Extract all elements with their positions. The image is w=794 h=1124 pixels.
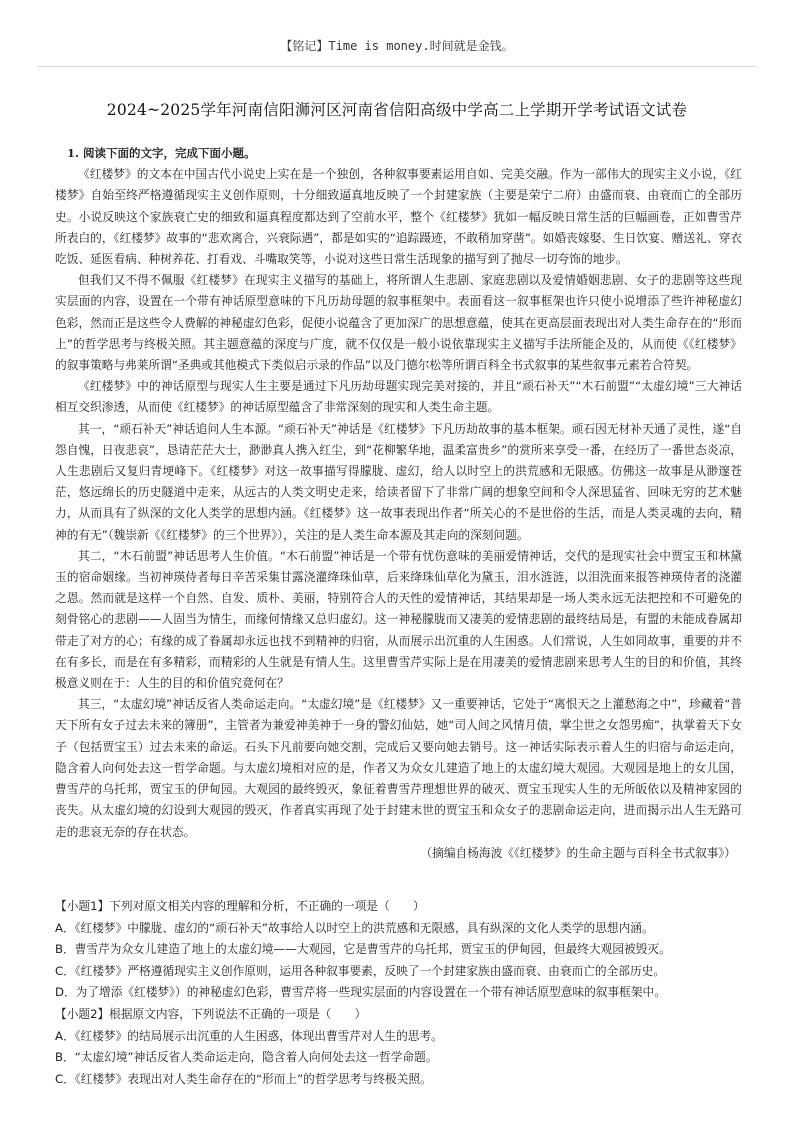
header-motto: 【铭记】Time is money.时间就是金钱。 [280,39,514,53]
question-stem: 【小题1】下列对原文相关内容的理解和分析，不正确的一项是（ ） [55,899,425,913]
passage-paragraph: 但我们又不得不佩服《红楼梦》在现实主义描写的基础上，将所谓人生悲剧、家庭悲剧以及爱情婚姻悲剧、女子的悲剧等这些现实层面的内容，设置在一个带有神话原型意味的下凡历劫母题的叙事框架中。表面看这一叙事框架也许只使小说增添了些许神秘虚幻色彩，然而正是这些令人费解的神秘虚幻色彩，促使小说蕴含了更加深广的思想意蕴，使其在更高层面表现出对人类生命存在的“形而上”的哲学思考与终极关照。其主题意蕴的深度与广度，就不仅仅是一般小说依靠现实主义描写手法所能企及的，从而使《《红楼梦》的叙事策略与弗莱所谓“圣典或其他模式下类似启示录的作品”以及门德尔松等所谓百科全书式叙事的某些叙事元素若合符契。 [55,273,742,373]
header-divider [38,66,756,67]
question-stem: 【小题2】根据原文内容，下列说法不正确的一项是（ ） [55,1006,367,1021]
passage-paragraph: 其二，“木石前盟”神话思考人生价值。“木石前盟”神话是一个带有忧伤意味的美丽爱情神话，交代的是现实社会中贾宝玉和林黛玉的宿命姻缘。当初神瑛侍者每日辛苦采集甘露浇灌绛珠仙草，后来绛珠仙草化为黛玉，泪水涟涟，以泪洗面来报答神瑛侍者的浇灌之恩。然而就是这样一个自然、自发、质朴、美丽，特别符合人的天性的爱情神话，其结果却是一场人类永远无法把控和不可避免的刻骨铭心的悲剧——人固当为情生，而缘何情缘又总归虚幻。这一神秘朦胧而又凄美的爱情悲剧的最终结局是，有盟的未能成眷属却带走了对方的心；有缘的成了眷属却永远也找不到精神的归宿，从而展示出沉重的人生困惑。人们常说，人生如同故事，重要的并不在有多长，而是在有多精彩，而精彩的人生就是有情人生。这里曹雪芹实际上是在用凄美的爱情悲剧来思考人生的目的和价值，其终极意义则在于：人生的目的和价值究竟何在？ [55,548,742,691]
option-b: B．曹雪芹为众女儿建造了地上的太虚幻境——大观园，它是曹雪芹的乌托邦，贾宝玉的伊甸园，但最终大观园被毁灭。 [55,942,671,957]
option-d: D．为了增添《红楼梦》）的神秘虚幻色彩，曹雪芹将一些现实层面的内容设置在一个带有神话原型意味的叙事框架中。 [55,985,666,1000]
page-title: 2024~2025学年河南信阳浉河区河南省信阳高级中学高二上学期开学考试语文试卷 [106,101,688,119]
reading-passage [55,143,742,864]
section-heading: 1. 阅读下面的文字，完成下面小题。 [67,146,256,160]
option-c: C．《红楼梦》严格遵循现实主义创作原则，运用各种叙事要素，反映了一个封建家族由盛而衰、由衰而亡的全部历史。 [55,963,666,978]
question-list [55,896,755,1090]
passage-paragraph: 《红楼梦》的文本在中国古代小说史上实在是一个独创，各种叙事要素运用自如、完美交融。作为一部伟大的现实主义小说，《红楼梦》自始至终严格遵循现实主义创作原则，十分细致逼真地反映了一个封建家族（主要是荣宁二府）由盛而衰、由衰而亡的全部历史。小说反映这个家族衰亡史的细致和逼真程度都达到了空前水平，整个《红楼梦》犹如一幅反映日常生活的巨幅画卷，正如曹雪芹所表白的，《红楼梦》故事的“悲欢离合，兴衰际遇”，都是如实的“追踪蹑迹，不敢稍加穿凿”。如婚丧嫁娶、生日饮宴、赠送礼、穿衣吃饭、延医看病、种树养花、打看戏、斗嘴取笑等，小说对这些日常生活现象的描写到了抛尽一切夸饰的地步。 [55,167,742,267]
passage-paragraph: 其三，“太虚幻境”神话反省人类命运走向。“太虚幻境”是《红楼梦》又一重要神话，它处于“离恨天之上灌愁海之中”，珍藏着“普天下所有女子过去未来的簿册”，主管者为兼爱神美神于一身的警幻仙姑，她“司人间之风情月债，掌尘世之女怨男痴”，执掌着天下女子（包括贾宝玉）过去未来的命运。石头下凡前要向她交割，完成后又要向她去销号。这一神话实际表示着人生的归宿与命运走向，隐含着人向何处去这一哲学命题。与太虚幻境相对应的是，作者又为众女儿建造了地上的太虚幻境大观园。大观园是地上的女儿国，曹雪芹的乌托邦，贾宝玉的伊甸园。大观园的最终毁灭，象征着曹雪芹理想世界的破灭、贾宝玉现实人生的无所皈依以及精神家园的丧失。从太虚幻境的幻设到大观园的毁灭，作者真实再现了处于封建末世的贾宝玉和众女子的悲剧命运走向，进而揭示出人生无路可走的悲哀无奈的存在状态。 [55,697,742,839]
passage-source: （摘编自杨海波《《红楼梦》的生命主题与百科全书式叙事》） [420,845,736,860]
option-a: A．《红楼梦》中朦胧、虚幻的“顽石补天”故事给人以时空上的洪荒感和无限感，具有纵深的文化人类学的思想内涵。 [55,920,654,935]
option-a: A．《红楼梦》的结局展示出沉重的人生困惑，体现出曹雪芹对人生的思考。 [55,1028,443,1043]
passage-paragraph: 其一，“顽石补天”神话追问人生本源。“顽石补天”神话是《红楼梦》下凡历劫故事的基本框架。顽石因无材补天通了灵性，遂“自怨自愧，日夜悲哀”，恳请茫茫大士，渺渺真人携入红尘，到“花柳繁华地，温柔富贵乡”的赏所来享受一番，在经历了一番世态炎凉，人生悲剧后又复归青埂峰下。《红楼梦》对这一故事描写得朦胧、虚幻，给人以时空上的洪荒感和无限感。仿佛这一故事是从渺邃苍茫，悠远绵长的历史隧道中走来，从远古的人类文明史走来，给读者留下了非常广阔的想象空间和令人深思猛省、回味无穷的艺术魅力，从而具有了纵深的文化人类学的思想内涵。《红楼梦》这一故事表现出作者“所关心的不是世俗的生活，而是人类灵魂的去向，精神的有无”（魏崇新《《红楼梦》的三个世界》），关注的是人类生命本源及其走向的深刻问题。 [55,421,742,542]
option-b: B．“太虚幻境”神话反省人类命运走向，隐含着人向何处去这一哲学命题。 [55,1050,438,1065]
option-c: C．《红楼梦》表现出对人类生命存在的“形而上”的哲学思考与终极关照。 [55,1071,432,1086]
passage-paragraph: 《红楼梦》中的神话原型与现实人生主要是通过下凡历劫母题实现完美对接的，并且“顽石补天”“木石前盟”“太虚幻境”三大神话相互交织渗透，从而使《红楼梦》的神话原型蕴含了非常深刻的现实和人类生命主题。 [55,379,742,415]
